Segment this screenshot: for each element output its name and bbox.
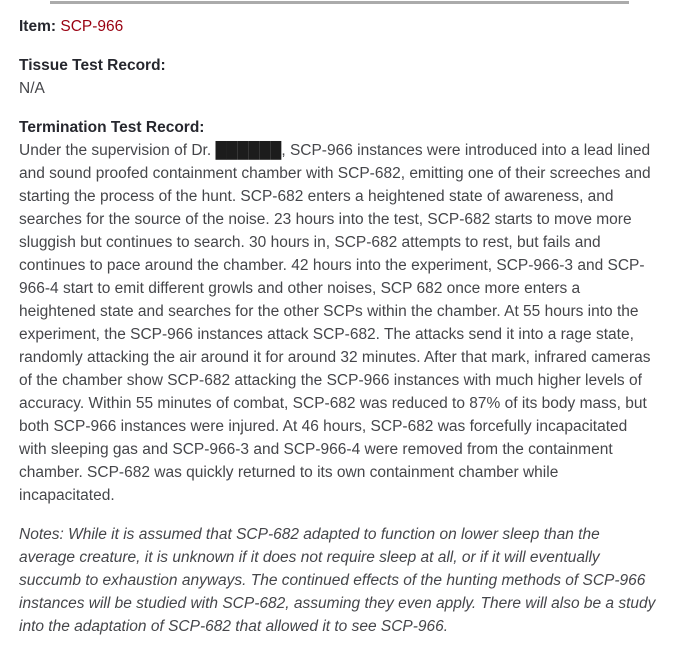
scp-966-link[interactable]: SCP-966: [60, 18, 124, 35]
redacted-doctor-name: ██████: [215, 142, 282, 159]
termination-test-body-before: Under the supervision of Dr.: [19, 142, 216, 159]
notes-paragraph: Notes: While it is assumed that SCP-682 adapted to function on lower sleep than the average creature, it is unknown if it does not require sleep at all, or if it will eventually succumb to exhaustion anyways. The continued effects of the hunting methods of SCP-966 instances will be studied with SCP-682, assuming they even apply. There will also be a study into the adaptation of SCP-682 that allowed it to see SCP-966.: [19, 526, 656, 635]
termination-test-body-after: , SCP-966 instances were introduced into a lead lined and sound proofed containment chamber with SCP-682, emitting one of their screeches and starting the process of the hunt. SCP-682 enters a heightened state of awareness, and searches for the source of the noise. 23 hours into the test, SCP-682 starts to move more sluggish but continues to search. 30 hours in, SCP-682 attempts to rest, but fails and continues to pace around the chamber. 42 hours into the experiment, SCP-966-3 and SCP-966-4 start to emit different growls and other noises, SCP 682 once more enters a heightened state and searches for the other SCPs within the chamber. At 55 hours into the experiment, the SCP-966 instances attack SCP-682. The attacks send it into a rage state, randomly attacking the air around it for around 32 minutes. After that mark, infrared cameras of the chamber show SCP-682 attacking the SCP-966 instances with much higher levels of accuracy. Within 55 minutes of combat, SCP-682 was reduced to 87% of its body mass, but both SCP-966 instances were injured. At 46 hours, SCP-682 was forcefully incapacitated with sleeping gas and SCP-966-3 and SCP-966-4 were removed from the containment chamber. SCP-682 was quickly returned to its own containment chamber while incapacitated.: [19, 142, 651, 504]
termination-test-record: [19, 116, 658, 507]
tissue-test-record: [19, 54, 658, 100]
item-label: Item:: [19, 18, 57, 35]
top-divider: [50, 1, 629, 4]
termination-test-heading: Termination Test Record:: [19, 119, 205, 136]
tissue-test-value: N/A: [19, 80, 45, 97]
item-line: [19, 15, 658, 38]
tissue-test-heading: Tissue Test Record:: [19, 57, 166, 74]
